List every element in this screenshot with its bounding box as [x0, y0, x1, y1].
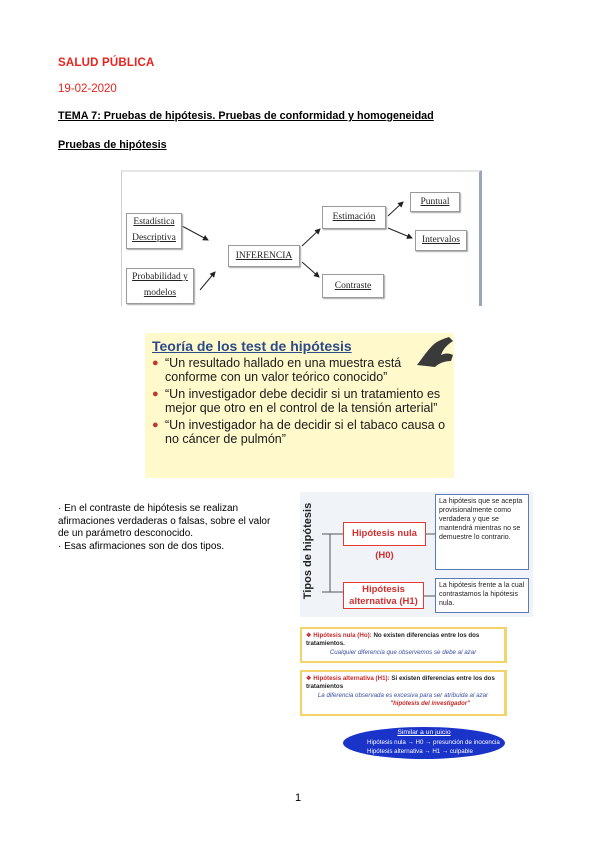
- oval-line-2: Hipótesis alternativa → H1 → culpable: [367, 748, 473, 755]
- alt-hypothesis-box: [300, 670, 507, 716]
- alt-label-line1: Hipótesis: [362, 584, 405, 595]
- trial-analogy-oval: [343, 727, 505, 759]
- box-contraste: Contraste: [322, 274, 384, 298]
- slide-title: Teoría de los test de hipótesis: [152, 338, 352, 354]
- null-box-text: [306, 632, 500, 648]
- null-box-statement: No existen diferencias entre los dos tratamientos.: [306, 632, 480, 647]
- alt-box-key: Hipótesis alternativa (H1):: [313, 675, 390, 682]
- probabilidad-line1: Probabilidad y: [132, 272, 188, 282]
- types-vertical-label: Tipos de hipótesis: [302, 502, 314, 600]
- alt-box-statement: Si existen diferencias entre los dos tratamientos: [306, 675, 495, 690]
- alt-hypothesis-description: La hipótesis frente a la cual contrastamos la hipótesis nula.: [435, 578, 529, 613]
- null-box-note: Cualquier diferencia que observemos se debe al azar: [329, 649, 477, 656]
- box-estadistica-descriptiva: [126, 213, 182, 249]
- date: 19-02-2020: [58, 83, 117, 95]
- box-puntual: Puntual: [410, 192, 460, 212]
- slide-bullet: [151, 388, 451, 415]
- paragraph-line-2: · Esas afirmaciones son de dos tipos.: [58, 540, 225, 552]
- probabilidad-line2: modelos: [143, 288, 177, 298]
- box-inferencia: INFERENCIA: [228, 245, 300, 267]
- alt-box-text: [306, 675, 500, 691]
- alt-label-line2: alternativa (H1): [349, 596, 418, 607]
- subject-title: SALUD PÚBLICA: [58, 57, 155, 69]
- estadistica-line2: Descriptiva: [132, 233, 176, 243]
- null-box-key: Hipótesis nula (Ho):: [313, 632, 372, 639]
- box-intervalos: Intervalos: [415, 230, 467, 251]
- bullet-dot-icon: ●: [152, 419, 159, 431]
- alt-box-quote: "hipótesis del investigador": [390, 701, 470, 707]
- page-number: 1: [295, 792, 302, 804]
- slide-bullet: [151, 357, 451, 384]
- slide-bullet: [151, 419, 451, 446]
- diamond-bullet-icon: ❖: [306, 632, 312, 639]
- alt-hypothesis-label: [343, 582, 424, 609]
- topic-title: TEMA 7: Pruebas de hipótesis. Pruebas de conformidad y homogeneidad: [58, 110, 434, 122]
- null-hypothesis-box: [300, 627, 507, 663]
- slide-bullets: [151, 357, 451, 450]
- section-title: Pruebas de hipótesis: [58, 139, 167, 151]
- oval-heading: Similar a un juicio: [397, 729, 451, 736]
- estadistica-line1: Estadística: [133, 217, 175, 227]
- paragraph-line-1: · En el contraste de hipótesis se realizan afirmaciones verdaderas o falsas, sobre el valor de un parámetro desconocido.: [58, 503, 271, 539]
- hypothesis-theory-slide: [145, 333, 454, 478]
- oval-line-1: Hipótesis nula → H0 → presunción de inocencia: [367, 739, 500, 746]
- null-hypothesis-label: Hipótesis nula (H0): [343, 522, 426, 546]
- box-probabilidad-modelos: [126, 268, 194, 304]
- slide-bullet-text: “Un investigador ha de decidir si el tabaco causa o no cáncer de pulmón”: [165, 418, 446, 446]
- alt-box-note: La diferencia observada es excesiva para ser atribuida al azar: [317, 692, 489, 699]
- box-estimacion: Estimación: [322, 206, 386, 229]
- contrast-paragraph: [58, 503, 278, 553]
- hypothesis-types-diagram: [300, 492, 533, 617]
- slide-bullet-text: “Un resultado hallado en una muestra está conforme con un valor teórico conocido”: [165, 356, 402, 384]
- diamond-bullet-icon: ❖: [306, 675, 312, 682]
- inference-diagram: [121, 170, 482, 306]
- bullet-dot-icon: ●: [152, 357, 159, 369]
- null-hypothesis-description: La hipótesis que se acepta provisionalmente como verdadera y que se mantendrá mientras no se demuestre lo contrario.: [435, 494, 529, 570]
- bullet-dot-icon: ●: [152, 388, 159, 400]
- slide-bullet-text: “Un investigador debe decidir si un tratamiento es mejor que otro en el control de la tensión arterial”: [165, 387, 441, 415]
